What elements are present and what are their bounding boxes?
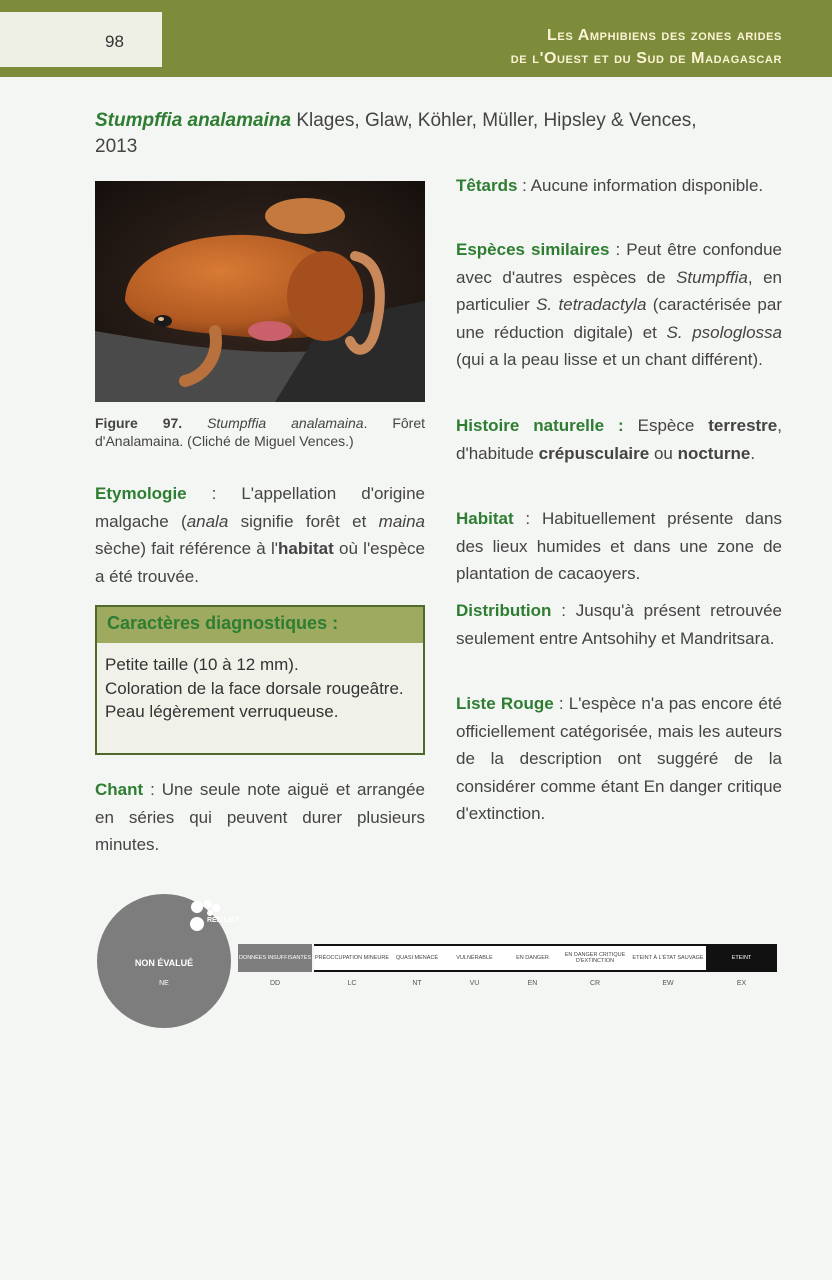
redlist-status-abbr: NE	[159, 980, 169, 987]
redlist-abbr-vu: VU	[469, 980, 480, 987]
distribution-paragraph	[456, 597, 782, 652]
etymology-text-4: où l'espèce a été trouvée.	[95, 539, 426, 586]
chant-sep: :	[143, 780, 162, 799]
similar-italic-3: S. psologlossa	[666, 322, 782, 342]
species-title	[95, 108, 755, 160]
natural-history-label: Histoire naturelle :	[456, 416, 624, 435]
habitat-paragraph	[456, 505, 782, 588]
etymology-label: Etymologie	[95, 484, 187, 503]
page-number-box	[0, 12, 162, 67]
redlist-abbr-cr: CR	[589, 980, 601, 987]
redlist-status-label: NON ÉVALUÉ	[134, 958, 194, 968]
diagnostic-line-2: Coloration de la face dorsale rougeâtre.	[105, 678, 404, 698]
history-bold-3: nocturne	[677, 443, 751, 463]
redlist-abbr-lc: LC	[347, 980, 357, 987]
chant-text: Une seule note aiguë et arrangée en séries qui peuvent durer plusieurs minutes.	[95, 780, 425, 854]
tetards-paragraph	[456, 172, 782, 200]
redlist-category-en: EN DANGER	[505, 944, 560, 972]
red-list-label: Liste Rouge	[456, 694, 554, 713]
distribution-sep: :	[551, 601, 576, 620]
tetards-text: Aucune information disponible.	[530, 176, 764, 195]
habitat-label: Habitat	[456, 509, 514, 528]
similar-text-4: (qui a la peau lisse et un chant différent).	[456, 350, 763, 369]
habitat-text: Habituellement présente dans des lieux humides et dans une zone de plantation de cacaoyers.	[456, 509, 782, 583]
red-list-text: L'espèce n'a pas encore été officiellement catégorisée, mais les auteurs de la description ont suggéré de la considérer comme étant En danger critique d'extinction.	[456, 694, 782, 823]
page-number: 98	[105, 32, 124, 51]
redlist-category-ex: ETEINT	[706, 944, 777, 972]
diagnostic-body	[97, 643, 423, 724]
similar-text-1: Peut être confondue avec d'autres espèces de	[456, 240, 782, 287]
diagnostic-box	[95, 605, 425, 755]
species-authors: Klages, Glaw, Köhler, Müller, Hipsley & Vences,	[296, 110, 697, 131]
similar-italic-1: Stumpffia	[676, 267, 748, 287]
diagnostic-line-1: Petite taille (10 à 12 mm).	[105, 655, 299, 674]
history-bold-2: crépusculaire	[538, 443, 650, 463]
species-year: 2013	[95, 136, 138, 157]
similar-species-paragraph	[456, 236, 782, 374]
redlist-category-cr: EN DANGER CRITIQUE D'EXTINCTION	[560, 944, 630, 972]
etymology-italic-1: anala	[186, 511, 229, 531]
diagnostic-title: Caractères diagnostiques :	[97, 607, 423, 643]
history-text-2: , d'habitude	[456, 416, 782, 463]
frog-illustration	[95, 181, 425, 402]
running-header	[511, 24, 782, 70]
etymology-text-2: signifie forêt et	[228, 511, 379, 531]
chant-label: Chant	[95, 780, 144, 799]
history-text-1: Espèce	[623, 416, 709, 435]
scientific-name: Stumpffia analamaina	[95, 110, 292, 131]
tetards-label: Têtards	[456, 176, 518, 195]
running-header-line-1: Les Amphibiens des zones arides	[547, 27, 782, 44]
chant-paragraph	[95, 776, 425, 859]
history-bold-1: terrestre	[708, 416, 778, 435]
similar-italic-2: S. tetradactyla	[536, 295, 647, 314]
natural-history-paragraph	[456, 412, 782, 467]
tetards-sep: :	[517, 176, 531, 195]
distribution-text: Jusqu'à présent retrouvée seulement entre Antsohihy et Mandritsara.	[456, 601, 782, 648]
figure-caption	[95, 414, 425, 450]
etymology-bold-1: habitat	[278, 539, 334, 558]
red-list-sep: :	[553, 694, 569, 713]
etymology-italic-2: maina	[378, 511, 425, 531]
running-header-line-2: de l'Ouest et du Sud de Madagascar	[510, 50, 782, 67]
history-text-4: .	[750, 443, 756, 463]
figure-species: Stumpffia analamaina	[207, 415, 364, 431]
diagnostic-line-3: Peau légèrement verruqueuse.	[105, 702, 339, 721]
redlist-category-ew: ETEINT À L'ÉTAT SAUVAGE	[630, 944, 706, 972]
redlist-category-nt: QUASI MENACÉ	[390, 944, 444, 972]
similar-text-3: (caractérisée par une réduction digitale) et	[456, 295, 782, 342]
similar-sep: :	[609, 240, 627, 259]
etymology-paragraph	[95, 480, 425, 590]
redlist-abbr-en: EN	[527, 980, 538, 987]
frog-photo	[95, 181, 425, 402]
habitat-sep: :	[513, 509, 542, 528]
distribution-label: Distribution	[456, 601, 552, 620]
etymology-text-1: L'appellation d'origine malgache (	[95, 484, 425, 531]
etymology-text-3: sèche) fait référence à l'	[95, 539, 279, 558]
redlist-category-lc: PRÉOCCUPATION MINEURE	[314, 944, 390, 972]
redlist-abbr-ex: EX	[736, 980, 747, 987]
similar-species-label: Espèces similaires	[456, 240, 610, 259]
figure-label: Figure 97.	[95, 415, 183, 431]
redlist-category-dd: DONNÉES INSUFFISANTES	[238, 944, 312, 972]
redlist-abbr-ew: EW	[662, 980, 674, 987]
etymology-sep: :	[186, 484, 242, 503]
red-list-paragraph	[456, 690, 782, 828]
redlist-abbr-nt: NT	[412, 980, 422, 987]
similar-text-2: , en particulier	[456, 267, 782, 314]
redlist-logo-text: RED LIST	[207, 917, 239, 924]
redlist-category-vu: VULNÉRABLE	[444, 944, 505, 972]
redlist-abbr-dd: DD	[269, 980, 281, 987]
history-text-3: ou	[649, 443, 678, 463]
figure-text: . Fôret d'Analamaina. (Cliché de Miguel Vences.)	[95, 415, 425, 449]
iucn-redlist-logo-icon	[188, 898, 239, 938]
